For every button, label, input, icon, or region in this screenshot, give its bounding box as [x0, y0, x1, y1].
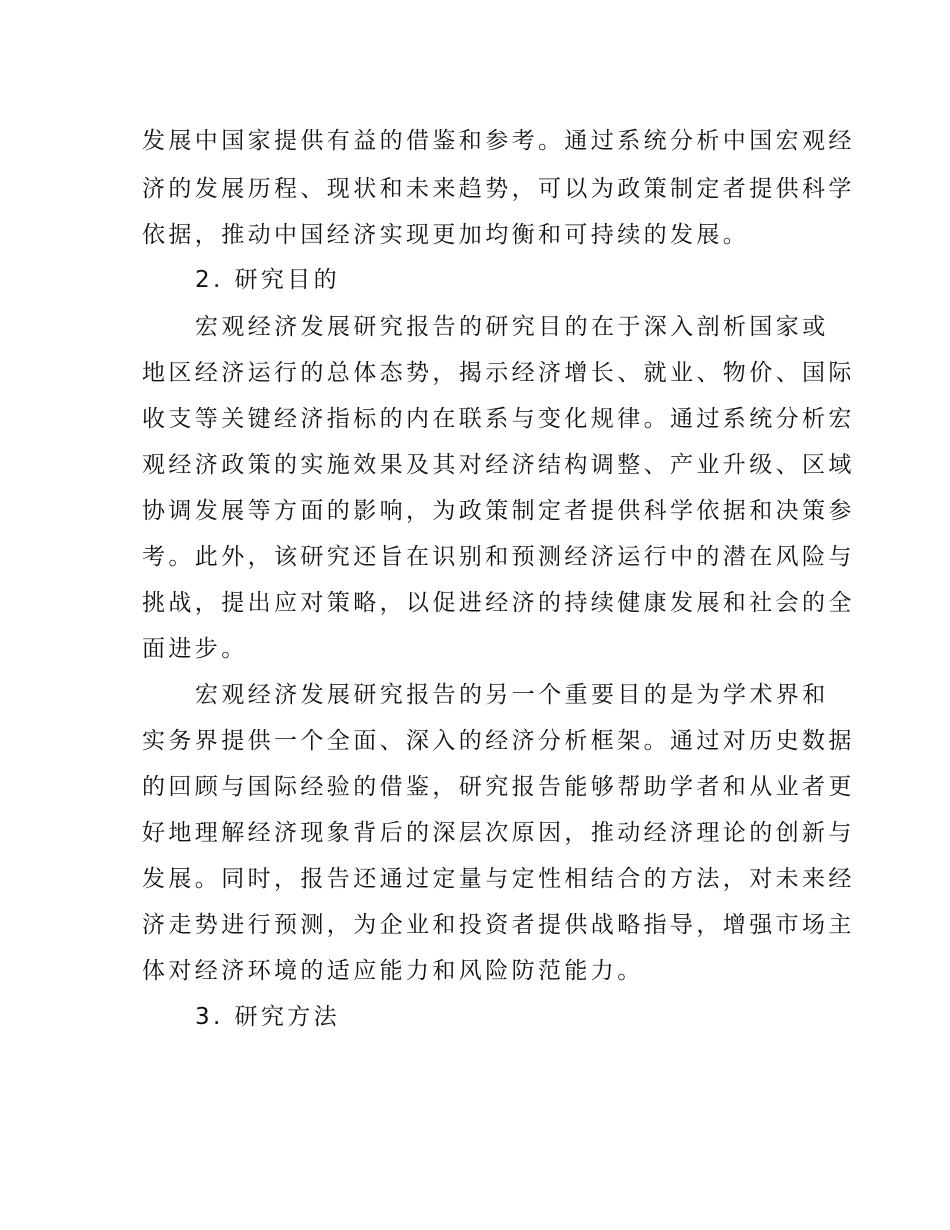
section-heading-research-methods: 3. 研究方法	[195, 1004, 341, 1030]
text-line: 依据，推动中国经济实现更加均衡和可持续的发展。	[142, 222, 750, 248]
text-line: 体对经济环境的适应能力和风险防范能力。	[142, 958, 644, 984]
text-line: 好地理解经济现象背后的深层次原因，推动经济理论的创新与	[142, 820, 855, 846]
text-line: 观经济政策的实施效果及其对经济结构调整、产业升级、区域	[142, 452, 855, 478]
text-line: 考。此外，该研究还旨在识别和预测经济运行中的潜在风险与	[142, 544, 855, 570]
text-line: 收支等关键经济指标的内在联系与变化规律。通过系统分析宏	[142, 406, 855, 432]
text-line: 面进步。	[142, 636, 248, 662]
text-line: 发展。同时，报告还通过定量与定性相结合的方法，对未来经	[142, 866, 855, 892]
text-line: 协调发展等方面的影响，为政策制定者提供科学依据和决策参	[142, 498, 855, 524]
text-line: 济走势进行预测，为企业和投资者提供战略指导，增强市场主	[142, 912, 855, 938]
text-line: 宏观经济发展研究报告的另一个重要目的是为学术界和	[195, 682, 829, 708]
text-line: 的回顾与国际经验的借鉴，研究报告能够帮助学者和从业者更	[142, 774, 855, 800]
text-line: 地区经济运行的总体态势，揭示经济增长、就业、物价、国际	[142, 360, 855, 386]
section-heading-research-purpose: 2. 研究目的	[195, 267, 341, 293]
text-line: 发展中国家提供有益的借鉴和参考。通过系统分析中国宏观经	[142, 128, 855, 154]
text-line: 济的发展历程、现状和未来趋势，可以为政策制定者提供科学	[142, 176, 855, 202]
text-line: 实务界提供一个全面、深入的经济分析框架。通过对历史数据	[142, 728, 855, 754]
text-line: 宏观经济发展研究报告的研究目的在于深入剖析国家或	[195, 314, 829, 340]
text-line: 挑战，提出应对策略，以促进经济的持续健康发展和社会的全	[142, 590, 855, 616]
